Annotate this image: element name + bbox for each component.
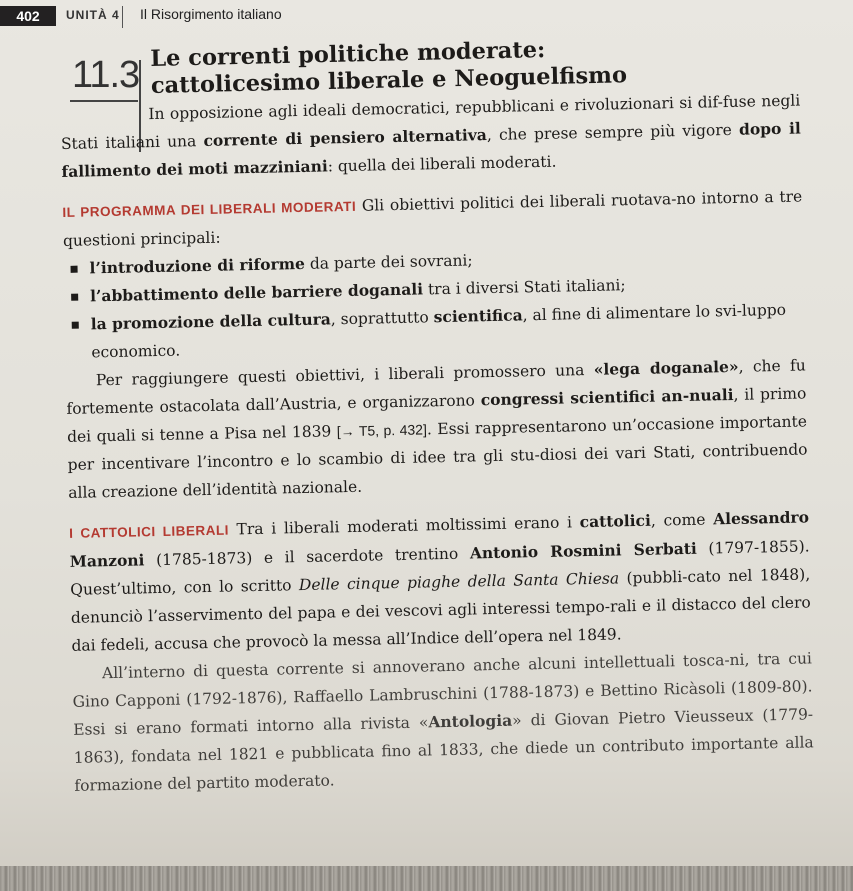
unit-label: UNITÀ 4 — [66, 8, 120, 22]
toscani-paragraph — [72, 644, 815, 799]
bullet-text: da parte dei sovrani; — [304, 251, 473, 273]
section-number: 11.3 — [72, 54, 140, 96]
objectives-list — [63, 239, 805, 366]
intro-bold-2: dopo il fallimento dei moti mazziniani — [61, 118, 801, 181]
para2-text-2: , che fu fortemente ostacolata dall’Austria, e organizzarono — [66, 356, 806, 418]
para2-text-1: Per raggiungere questi obiettivi, i liberali promossero una — [95, 360, 594, 390]
book-title: Delle cinque piaghe della Santa Chiesa — [298, 569, 620, 595]
programma-text: Gli obiettivi politici dei liberali ruotava-no intorno a tre questioni principali: — [62, 187, 803, 250]
para2-bold-2: congressi scientifici an-nuali — [480, 384, 734, 410]
bullet-text: , soprattutto — [330, 308, 434, 329]
page-number: 402 — [0, 6, 56, 26]
bullet-square-icon — [71, 294, 78, 301]
para4-text-2: » di Giovan Pietro Vieusseux (1779-1863), fondata nel 1821 e pubblicata fino al 1833, che diede un contributo importante alla formazione del partito moderato. — [73, 705, 814, 795]
cattolici-paragraph — [69, 503, 812, 659]
cross-reference: [→ T5, p. 432] — [336, 421, 428, 440]
cattolici-bold-3: Antonio Rosmini Serbati — [469, 538, 698, 563]
cattolici-text-2: , come — [650, 510, 714, 530]
bullet-bold-2: scientifica — [433, 305, 523, 327]
unit-title: Il Risorgimento italiano — [140, 6, 282, 22]
bullet-bold: la promozione della cultura — [90, 309, 332, 334]
bullet-bold: l’abbattimento delle barriere doganali — [89, 279, 424, 306]
section-title-line-2: cattolicesimo liberale e Neoguelfismo — [150, 62, 628, 99]
header-divider — [122, 6, 123, 28]
intro-paragraph — [60, 87, 802, 186]
bullet-text: tra i diversi Stati italiani; — [422, 276, 626, 299]
section-title-line-1: Le correnti politiche moderate: — [150, 37, 546, 72]
intro-text-1: In opposizione agli ideali democratici, repubblicani e rivoluzionari si dif-fuse negli Stati italiani una — [60, 91, 801, 153]
cattolici-text-3: (1785-1873) e il sacerdote trentino — [144, 544, 471, 570]
bullet-text-2: , al fine di alimentare lo svi-luppo economico. — [91, 300, 787, 362]
page-header — [0, 2, 853, 28]
intro-bold-1: corrente di pensiero alternativa — [203, 125, 488, 151]
para4-bold-1: Antologia — [428, 710, 513, 732]
para2-bold-1: «lega doganale» — [593, 356, 739, 379]
page-bottom-edge — [0, 866, 853, 891]
bullet-square-icon — [71, 266, 78, 273]
para2-text-4: . Essi rappresentarono un’occasione importante per incentivare l’incontro e lo scambio di idee tra gli stu-diosi dei vari Stati, contribuendo alla creazione dell’identità nazionale. — [67, 412, 808, 502]
cattolici-text-4: (1797-1855). Quest’ultimo, con lo scritto — [70, 537, 810, 599]
lega-doganale-paragraph — [66, 351, 809, 506]
cattolici-bold-2: Alessandro Manzoni — [69, 507, 810, 571]
cattolici-text-5: (pubbli-cato nel 1848), denunciò l’asservimento del papa e dei vescovi agli interessi tempo-rali e il distacco del clero dai fedeli, accusa che provocò la messa all’Indice dell’opera nel 1849. — [70, 565, 811, 655]
cattolici-heading: I CATTOLICI LIBERALI — [68, 522, 230, 541]
cattolici-bold-1: cattolici — [579, 510, 652, 532]
bullet-square-icon — [72, 322, 79, 329]
para2-text-3: , il primo dei quali si tenne a Pisa nel 1839 — [66, 384, 807, 446]
section-body — [60, 83, 815, 800]
intro-text-3: : quella dei liberali moderati. — [327, 152, 557, 176]
programma-heading: IL PROGRAMMA DEI LIBERALI MODERATI — [62, 198, 357, 220]
intro-text-2: , che prese sempre più vigore — [486, 120, 740, 145]
cattolici-text-1: Tra i liberali moderati moltissimi erano i — [228, 513, 580, 539]
bullet-bold: l’introduzione di riforme — [89, 253, 306, 278]
para4-text-1: All’interno di questa corrente si annoverano anche alcuni intellettuali tosca-ni, tra cui Gino Capponi (1792-1876), Raffaello Lambruschini (1788-1873) e Bettino Ricàsoli (1809-80). Essi si erano formati intorno alla rivista « — [72, 649, 813, 739]
